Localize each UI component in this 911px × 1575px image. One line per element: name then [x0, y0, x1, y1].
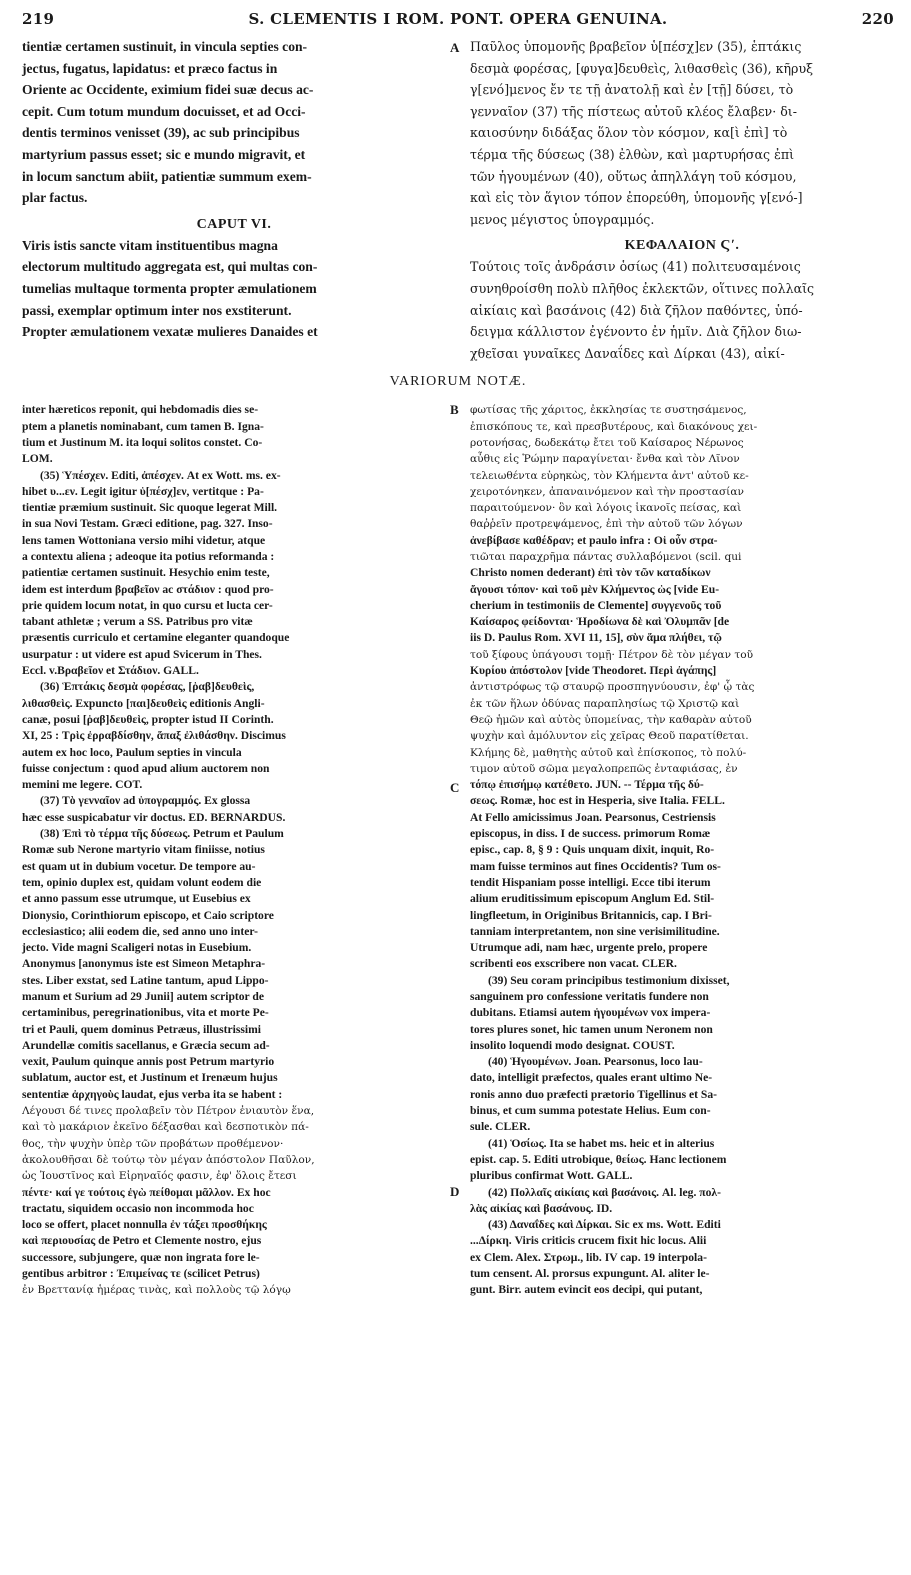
note-line: hibet υ...εν. Legit igitur ὑ[πέσχ]εν, vertitque : Pa- — [22, 484, 264, 498]
note-line: τελειωθέντα εὑρηκὼς, τὸν Κλήμεντα ἀντ' αὐτοῦ κε- — [470, 469, 749, 482]
text-line: καὶ εἰς τὸν ἅγιον τόπον ἐπορεύθη, ὑπομονῆς γ[ενό-] — [470, 190, 803, 206]
margin-letter-d: D — [450, 1184, 460, 1200]
note-line: ροτονήσας, δωδεκάτῳ ἔτει τοῦ Καίσαρος Νέρωνος — [470, 436, 744, 449]
note-line: tores plures sonet, hic tamen unum Neronem non — [470, 1022, 713, 1036]
note-line: dubitans. Etiamsi autem ἡγουμένων vox impera- — [470, 1006, 711, 1020]
note-line: gunt. Birr. autem evincit eos decipi, qui putant, — [470, 1283, 703, 1297]
note-line: Κλήμης δὲ, μαθητὴς αὐτοῦ καὶ ἐπίσκοπος, τὸ πολύ- — [470, 746, 747, 759]
note-line: episc., cap. 8, § 9 : Quis unquam dixit, inquit, Ro- — [470, 843, 715, 857]
note-line: τοῦ ξίφους ὑπάγουσι τομῇ· Πέτρον δὲ τὸν μέγαν τοῦ — [470, 648, 754, 661]
note-line: fuisse conjectum : quod apud alium auctorem non — [22, 761, 270, 775]
note-line: λιθασθεὶς. Expuncto [παι]δευθεὶς editionis Angli- — [22, 696, 265, 710]
note-line: tium et Justinum M. ita loqui solitos constet. Co- — [22, 435, 263, 449]
note-line: ὡς Ἰουστῖνος καὶ Εἰρηναῖός φασιν, ἐφ' ὅλοις ἔτεσι — [22, 1170, 297, 1183]
notes-title: VARIORUM NOTÆ. — [389, 374, 527, 390]
note-line: Eccl. v.Βραβεῖον et Στάδιον. GALL. — [22, 664, 199, 678]
note-line: usurpatur : ut videre est apud Svicerum in Thes. — [22, 647, 262, 661]
note-line: a contextu aliena ; adeoque ita potius reformanda : — [22, 549, 275, 563]
text-line: dentis terminos venisset (39), ac sub principibus — [22, 125, 300, 141]
text-line: Παῦλος ὑπομονῆς βραβεῖον ὑ[πέσχ]εν (35), ἑπτάκις — [470, 39, 802, 54]
text-line: passi, exemplar optimum inter nos exstiterunt. — [22, 302, 292, 318]
note-line: tientiæ præmium sustinuit. Sic quoque legerat Mill. — [22, 501, 278, 515]
note-line: (36) Ἑπτάκις δεσμὰ φορέσας, [ῥαβ]δευθεὶς, — [40, 680, 255, 694]
text-line: τῶν ἡγουμένων (40), οὕτως ἀπηλλάγη τοῦ κόσμου, — [470, 168, 797, 184]
note-line: jecto. Vide magni Scaligeri notas in Eusebium. — [22, 941, 252, 955]
note-line: ptem a planetis nominabant, cum tamen B. Igna- — [22, 419, 264, 433]
note-line: sule. CLER. — [470, 1120, 531, 1134]
note-line: hæc esse suspicabatur vir doctus. ED. BERNARDUS. — [22, 810, 286, 824]
note-line: iis D. Paulus Rom. XVI 11, 15], σὺν ἅμα πλήθει, τῷ — [470, 631, 722, 645]
note-line: τόπῳ ἐπισήμῳ κατέθετο. JUN. -- Τέρμα τῆς δύ- — [470, 778, 704, 792]
note-line: θαῤῥεῖν προτρεψάμενος, ἐπὶ τὴν αὐτοῦ τῶν λόγων — [470, 518, 743, 531]
note-line: ἐκ τῶν ἥλων ὀδύνας παραπλησίως τῷ Χριστῷ καὶ — [470, 697, 740, 710]
note-line: tri et Pauli, quem dominus Petræus, illustrissimi — [22, 1022, 261, 1036]
text-line: electorum multitudo aggregata est, qui multas con- — [22, 259, 318, 275]
note-line: Anonymus [anonymus iste est Simeon Metaphra- — [22, 957, 266, 971]
latin-paragraph-1 — [22, 36, 446, 209]
text-line: γενναῖον (37) τῆς πίστεως αὐτοῦ κλέος ἔλαβεν· δι- — [470, 103, 797, 119]
text-line: jectus, fugatus, lapidatus: et præco factus in — [22, 60, 278, 76]
note-line: et anno passum esse utrumque, ut Eusebius ex — [22, 892, 251, 906]
notes-right-column — [450, 402, 894, 1298]
note-line: At Fello amicissimus Joan. Pearsonus, Cestriensis — [470, 810, 716, 824]
greek-column — [450, 36, 894, 364]
note-line: λὰς αἰκίας καὶ βασάνους. ID. — [470, 1201, 613, 1215]
text-line: Propter æmulationem vexatæ mulieres Danaides et — [22, 324, 318, 340]
note-line: Dionysio, Corinthiorum episcopo, et Caio scriptore — [22, 908, 274, 922]
kephalaion-heading: ΚΕΦΑΛΑΙΟΝ Ϛʹ. — [624, 238, 740, 254]
text-line: δεσμὰ φορέσας, [φυγα]δευθεὶς, λιθασθεὶς (36), κῆρυξ — [470, 60, 814, 76]
note-line: παραιτούμενον· ὃν καὶ λόγοις ἱκανοῖς πείσας, καὶ — [470, 502, 742, 515]
note-line: XI, 25 : Τρὶς ἐρραβδίσθην, ἅπαξ ἐλιθάσθην. Discimus — [22, 729, 286, 743]
note-line: episcopus, in diss. I de success. primorum Romæ — [470, 827, 711, 841]
note-line: autem ex hoc loco, Paulum septies in vincula — [22, 745, 242, 759]
note-line: (37) Τὸ γενναῖον ad ὑπογραμμός. Ex glossa — [40, 794, 251, 808]
text-line: in locum sanctum abiit, patientiæ summum exem- — [22, 168, 312, 184]
note-line: cherium in testimoniis de Clemente] συγγενοῦς τοῦ — [470, 598, 722, 612]
text-line: καιοσύνην διδάξας ὅλον τὸν κόσμον, κα[ὶ ἐπὶ] τὸ — [470, 125, 788, 141]
note-line: stes. Liber exstat, sed Latine tantum, apud Lippo- — [22, 973, 269, 987]
note-line: ex Clem. Alex. Στρωμ., lib. IV cap. 19 interpola- — [470, 1250, 707, 1264]
note-line: (35) Ὑπέσχεν. Editi, ἀπέσχεν. At ex Wott. ms. ex- — [40, 468, 281, 482]
note-line: scribenti eos exscribere non vacat. CLER. — [470, 957, 677, 971]
note-line: ἐν Βρεττανίᾳ ἡμέρας τινὰς, καὶ πολλοὺς τῷ λόγῳ — [22, 1284, 291, 1297]
note-line: patientiæ certamen sustinuit. Hesychio enim teste, — [22, 566, 270, 580]
note-line: φωτίσας τῆς χάριτος, ἐκκλησίας τε συστησάμενος, — [470, 404, 747, 417]
page-number-right: 220 — [861, 10, 894, 28]
note-line: idem est interdum βραβεῖον ac στάδιον : quod pro- — [22, 582, 274, 596]
note-line: ἐπισκόπους τε, καὶ πρεσβυτέρους, καὶ διακόνους χει- — [470, 420, 758, 433]
page-number-left: 219 — [22, 10, 55, 28]
note-line: binus, et cum summa potestate Helius. Eum con- — [470, 1104, 711, 1118]
note-line: (42) Πολλαῖς αἰκίαις καὶ βασάνοις. Al. leg. πολ- — [488, 1185, 721, 1199]
note-line: canæ, posui [ῥαβ]δευθεὶς, propter istud II Corinth. — [22, 712, 274, 726]
note-line: lingfleetum, in Originibus Britannicis, cap. I Bri- — [470, 908, 712, 922]
text-line: cepit. Cum totum mundum docuisset, et ad Occi- — [22, 103, 306, 119]
note-line: memini me legere. COT. — [22, 778, 143, 792]
latin-column — [22, 36, 454, 364]
note-line: vexit, Paulum quinque annis post Petrum martyrio — [22, 1055, 275, 1069]
note-line: Θεῷ ἡμῶν καὶ αὐτὸς ὑπομείνας, τὴν καθαρὰν αὐτοῦ — [470, 713, 752, 726]
main-text — [22, 36, 894, 364]
note-line: pluribus confirmat Wott. GALL. — [470, 1169, 633, 1183]
note-line: gentibus arbitror : Ἐπιμείνας τε (scilicet Petrus) — [22, 1267, 260, 1281]
text-line: αἰκίαις καὶ βασάνοις (42) διὰ ζῆλον παθόντες, ὑπό- — [470, 302, 803, 318]
caput-heading: CAPUT VI. — [196, 216, 272, 232]
note-line: successore, subjungere, quæ non ingrata fore le- — [22, 1250, 260, 1264]
note-line: tum censent. Al. prorsus expungunt. Al. aliter le- — [470, 1267, 710, 1281]
note-line: epist. cap. 5. Editi utrobique, θείως. Hanc lectionem — [470, 1152, 727, 1166]
note-line: Christo nomen dederant) ἐπὶ τὸν τῶν καταδίκων — [470, 566, 711, 580]
note-line: Romæ sub Nerone martyrio vitam finiisse, notius — [22, 843, 265, 857]
note-line: lens tamen Wottoniana versio mihi videtur, atque — [22, 533, 266, 547]
note-line: (40) Ἡγουμένων. Joan. Pearsonus, loco lau- — [488, 1055, 703, 1069]
note-line: πέντε· καί γε τούτοις ἐγὼ πείθομαι μᾶλλον. Ex hoc — [22, 1185, 271, 1199]
note-line: tabant athletæ ; verum a SS. Patribus pro vitæ — [22, 615, 253, 629]
running-head — [22, 10, 894, 36]
text-line: μενος μέγιστος ὑπογραμμός. — [470, 211, 655, 227]
note-line: tanniam interpretantem, non sine verisimilitudine. — [470, 924, 720, 938]
note-line: ἀνεβίβασε καθέδραν; et paulo infra : Οἱ οὖν στρα- — [470, 533, 718, 547]
text-line: Oriente ac Occidente, eximium fidei suæ decus ac- — [22, 82, 314, 98]
note-line: καὶ τὸ μακάριον ἐκεῖνο δέξασθαι καὶ δεσποτικὸν πά- — [22, 1121, 309, 1134]
text-line: συνηθροίσθη πολὺ πλῆθος ἐκλεκτῶν, οἵτινες πολλαῖς — [470, 280, 815, 296]
note-line: αὖθις εἰς Ῥώμην παραγίνεται· ἔνθα καὶ τὸν Λῖνον — [470, 453, 740, 466]
note-line: ronis anno duo præfecti prætorio Tigellinus et Sa- — [470, 1087, 718, 1101]
note-line: Καίσαρος φείδονται· Ἡροδίωνα δὲ καὶ Ὀλυμπᾶν [de — [470, 615, 730, 629]
note-line: dato, intelligit præfectos, quales erant ultimo Ne- — [470, 1071, 713, 1085]
note-line: ecclesiastico; alii eodem die, sed anno uno inter- — [22, 924, 258, 938]
note-line: ἀκολουθῆσαι δὲ τούτῳ τὸν μέγαν ἀπόστολον Παῦλον, — [22, 1153, 315, 1166]
note-line: est quam ut in dubium vocetur. De tempore au- — [22, 859, 256, 873]
note-line: tem, opinio duplex est, quidam volunt eodem die — [22, 875, 262, 889]
note-line: inter hæreticos reponit, qui hebdomadis dies se- — [22, 403, 259, 417]
note-line: tendit Hispaniam posse intelligi. Ecce tibi iterum — [470, 875, 711, 889]
note-line: præsentis curriculo et certamine eleganter quandoque — [22, 631, 290, 645]
note-line: manum et Surium ad 29 Junii] autem scriptor de — [22, 990, 264, 1003]
note-line: Λέγουσι δέ τινες προλαβεῖν τὸν Πέτρον ἐνιαυτὸν ἕνα, — [22, 1105, 315, 1118]
text-line: tumelias multaque tormenta propter æmulationem — [22, 280, 317, 296]
latin-paragraph-2 — [22, 235, 446, 343]
note-line: sanguinem pro confessione veritatis fundere non — [470, 990, 709, 1003]
text-line: τέρμα τῆς δύσεως (38) ἐλθὼν, καὶ μαρτυρήσας ἐπὶ — [470, 146, 795, 162]
greek-paragraph-2 — [470, 256, 894, 364]
text-line: χθεῖσαι γυναῖκες Δαναΐδες καὶ Δίρκαι (43), αἰκί- — [470, 345, 785, 361]
note-line: mam fuisse terminos aut fines Occidentis? Tum os- — [470, 859, 721, 873]
notes-left-column — [22, 402, 454, 1298]
note-line: Κυρίου ἀπόστολον [vide Theodoret. Περὶ ἀγάπης] — [470, 664, 717, 678]
note-line: alium eruditissimum episcopum Anglum Ed. Stil- — [470, 892, 715, 906]
margin-letter-b: B — [450, 402, 459, 418]
note-line: loco se offert, placet nonnulla ἐν τάξει προσθήκης — [22, 1218, 267, 1232]
notes — [22, 402, 894, 1298]
note-line: (38) Ἐπὶ τὸ τέρμα τῆς δύσεως. Petrum et Paulum — [40, 827, 284, 841]
note-line: ἀντιστρόφως τῷ σταυρῷ προσπηγνύουσιν, ἐφ' ᾧ τὰς — [470, 681, 755, 694]
text-line: Τούτοις τοῖς ἀνδράσιν ὁσίως (41) πολιτευσαμένοις — [470, 259, 801, 275]
note-line: ...Δίρκη. Viris criticis crucem fixit hic locus. Alii — [470, 1234, 707, 1248]
text-line: tientiæ certamen sustinuit, in vincula septies con- — [22, 39, 308, 54]
text-line: plar factus. — [22, 190, 88, 206]
note-line: ψυχὴν καὶ ἀμόλυντον εἰς χεῖρας Θεοῦ παρατίθεται. — [470, 730, 749, 743]
note-line: certaminibus, peregrinationibus, vita et morte Pe- — [22, 1006, 269, 1020]
note-line: LOM. — [22, 452, 53, 466]
note-line: θος, τὴν ψυχὴν ὑπὲρ τῶν προβάτων προθέμενον· — [22, 1137, 284, 1150]
note-line: τιμον αὐτοῦ σῶμα μεγαλοπρεπῶς ἐνταφιάσας, ἐν — [470, 762, 738, 775]
text-line: δειγμα κάλλιστον ἐγένοντο ἐν ἡμῖν. Διὰ ζῆλον διω- — [470, 324, 802, 340]
margin-letter-a: A — [450, 40, 460, 55]
margin-letter-c: C — [450, 780, 460, 796]
note-line: χειροτόνηκεν, ἀπαναινόμενον καὶ τὴν προστασίαν — [470, 485, 744, 498]
note-line: prie quidem locum notat, in quo cursu et lucta cer- — [22, 598, 273, 612]
note-line: (41) Ὁσίως. Ita se habet ms. heic et in alterius — [488, 1136, 715, 1150]
note-line: καὶ περιουσίας de Petro et Clemente nostro, ejus — [22, 1234, 262, 1248]
note-line: (43) Δαναΐδες καὶ Δίρκαι. Sic ex ms. Wott. Editi — [488, 1218, 721, 1232]
note-line: tractatu, siquidem occasio non incommoda hoc — [22, 1201, 254, 1215]
note-line: Utrumque adi, nam hæc, urgente prelo, propere — [470, 941, 708, 955]
text-line: γ[ενό]μενος ἔν τε τῇ ἀνατολῇ καὶ ἐν [τῇ] δύσει, τὸ — [470, 82, 794, 98]
page — [22, 10, 894, 1299]
note-line: Arundellæ comitis sacellanus, e Græcia secum ad- — [22, 1038, 270, 1052]
note-line: insolito loquendi modo designat. COUST. — [470, 1038, 675, 1052]
running-title: S. CLEMENTIS I ROM. PONT. OPERA GENUINA. — [248, 10, 668, 28]
text-line: Viris istis sancte vitam instituentibus magna — [22, 237, 278, 253]
text-line: martyrium passus esset; sic e mundo migravit, et — [22, 146, 306, 162]
note-line: sententiæ ἀρχηγοὺς laudat, ejus verba ita se habent : — [22, 1087, 283, 1101]
note-line: τιῶται παραχρῆμα πάντας συλλαβόμενοι (scil. qui — [470, 550, 742, 563]
note-line: ἄγουσι τόπον· καὶ τοῦ μὲν Κλήμεντος ὡς [vide Eu- — [470, 582, 720, 596]
note-line: sublatum, auctor est, et Justinum et Irenæum hujus — [22, 1071, 278, 1085]
note-line: σεως. Romæ, hoc est in Hesperia, sive Italia. FELL. — [470, 794, 725, 808]
note-line: (39) Seu coram principibus testimonium dixisset, — [488, 973, 730, 987]
greek-paragraph-1 — [470, 36, 894, 230]
note-line: in sua Novi Testam. Græci editione, pag. 327. Inso- — [22, 517, 273, 531]
